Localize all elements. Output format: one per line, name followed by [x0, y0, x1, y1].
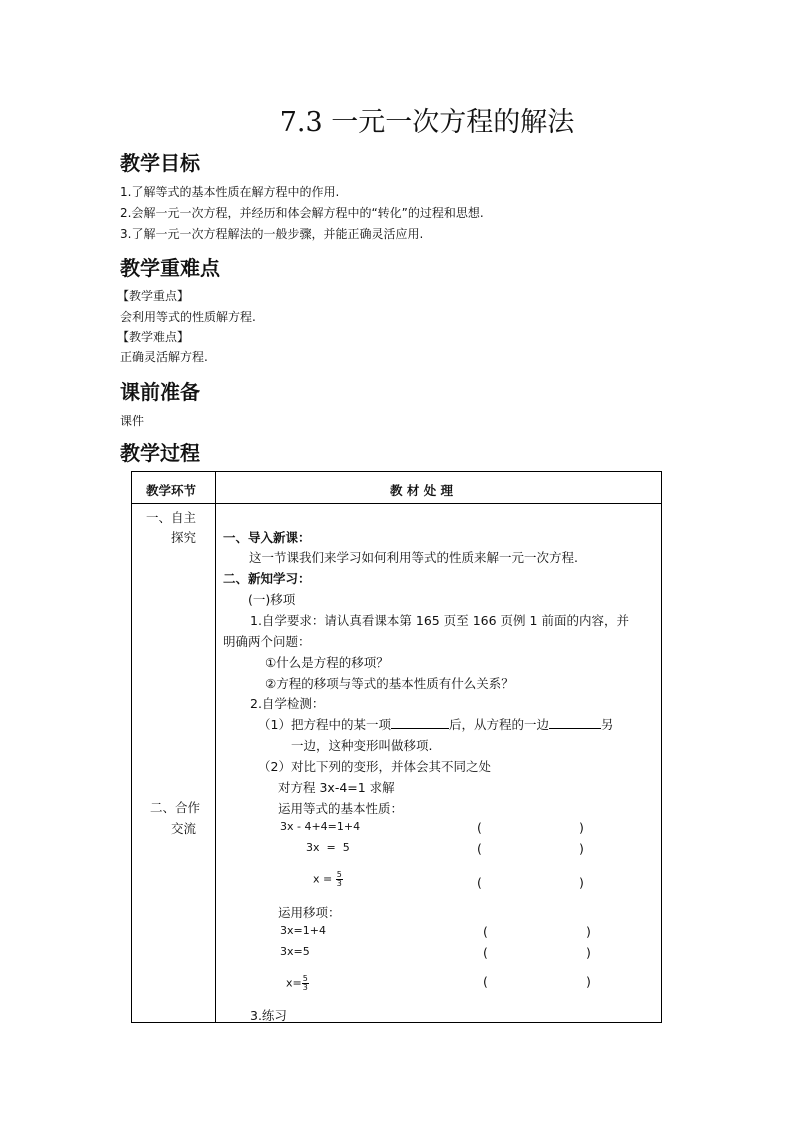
reason-paren-open: ( [477, 820, 482, 835]
reason-paren-close: ) [579, 841, 584, 856]
difficulty-label: 【教学难点】 [117, 330, 190, 344]
col-header-content: 教 材 处 理 [390, 483, 454, 498]
fraction [302, 975, 309, 992]
equation-step: 3x = 5 [306, 841, 350, 854]
page-title: 7.3 一元一次方程的解法 [279, 107, 575, 138]
goals-heading: 教学目标 [120, 151, 200, 175]
reason-paren-close: ) [579, 875, 584, 890]
check-heading: 2.自学检测： [250, 696, 325, 711]
reason-paren-open: ( [477, 841, 482, 856]
reason-paren-open: ( [483, 924, 488, 939]
focus-label: 【教学重点】 [117, 289, 190, 303]
prep-heading: 课前准备 [120, 380, 200, 404]
practice-heading: 3.练习 [250, 1008, 287, 1023]
reason-paren-close: ) [586, 945, 591, 960]
key-points-heading: 教学重难点 [120, 256, 220, 280]
requirement-text: 1.自学要求：请认真看课本第 165 页至 166 页例 1 前面的内容，并 [250, 613, 629, 628]
fill-in-question [258, 715, 614, 733]
fill-text: 后，从方程的一边 [448, 717, 549, 732]
reason-paren-open: ( [483, 945, 488, 960]
stage-label: 交流 [171, 821, 197, 836]
goal-item: 3.了解一元一次方程解法的一般步骤，并能正确灵活应用. [120, 227, 424, 241]
section-heading: 一、导入新课： [223, 530, 311, 545]
section-text: 这一节课我们来学习如何利用等式的性质来解一元一次方程. [249, 550, 578, 565]
difficulty-text: 正确灵活解方程. [120, 350, 208, 364]
stage-label: 二、合作 [150, 800, 201, 815]
fraction-denominator: 3 [336, 879, 342, 888]
section-heading: 二、新知学习： [223, 571, 311, 586]
requirement-text: 明确两个问题： [223, 634, 311, 649]
prep-text: 课件 [120, 414, 145, 428]
equation-step [286, 975, 309, 992]
fraction-denominator: 3 [302, 983, 308, 992]
fraction [336, 871, 343, 888]
process-table [131, 471, 662, 1023]
fraction-numerator: 5 [336, 870, 342, 879]
compare-question: （2）对比下列的变形，并体会其不同之处 [258, 759, 491, 774]
method-label: 运用等式的基本性质： [278, 801, 404, 816]
focus-text: 会利用等式的性质解方程. [120, 310, 256, 324]
equation-step: 3x - 4+4=1+4 [280, 820, 361, 833]
equation-text: x = [313, 872, 333, 886]
fill-text: （1）把方程中的某一项 [258, 717, 391, 732]
stage-label: 一、自主 [146, 510, 197, 525]
method-label: 运用移项： [278, 905, 341, 920]
equation-step: 3x=1+4 [280, 924, 326, 937]
question-item: ①什么是方程的移项？ [265, 655, 389, 670]
reason-paren-close: ) [579, 820, 584, 835]
equation-step [313, 871, 343, 888]
answer-blank[interactable] [549, 716, 601, 729]
stage-label: 探究 [171, 530, 197, 545]
reason-paren-open: ( [483, 974, 488, 989]
reason-paren-close: ) [586, 924, 591, 939]
reason-paren-open: ( [477, 875, 482, 890]
table-column-divider [215, 472, 216, 1022]
goal-item: 2.会解一元一次方程，并经历和体会解方程中的“转化”的过程和思想. [120, 206, 484, 220]
goal-item: 1.了解等式的基本性质在解方程中的作用. [120, 185, 340, 199]
reason-paren-close: ) [586, 974, 591, 989]
question-item: ②方程的移项与等式的基本性质有什么关系？ [265, 676, 514, 691]
process-heading: 教学过程 [120, 441, 200, 465]
table-header-divider [132, 503, 661, 504]
fraction-numerator: 5 [302, 974, 308, 983]
equation-intro: 对方程 3x-4=1 求解 [278, 780, 395, 795]
answer-blank[interactable] [391, 716, 449, 729]
subsection-title: (一)移项 [248, 592, 296, 607]
fill-text: 另 [600, 717, 614, 732]
fill-in-question: 一边，这种变形叫做移项. [291, 738, 433, 753]
col-header-stage: 教学环节 [146, 483, 197, 498]
equation-text: x= [286, 976, 302, 990]
equation-step: 3x=5 [280, 945, 310, 958]
